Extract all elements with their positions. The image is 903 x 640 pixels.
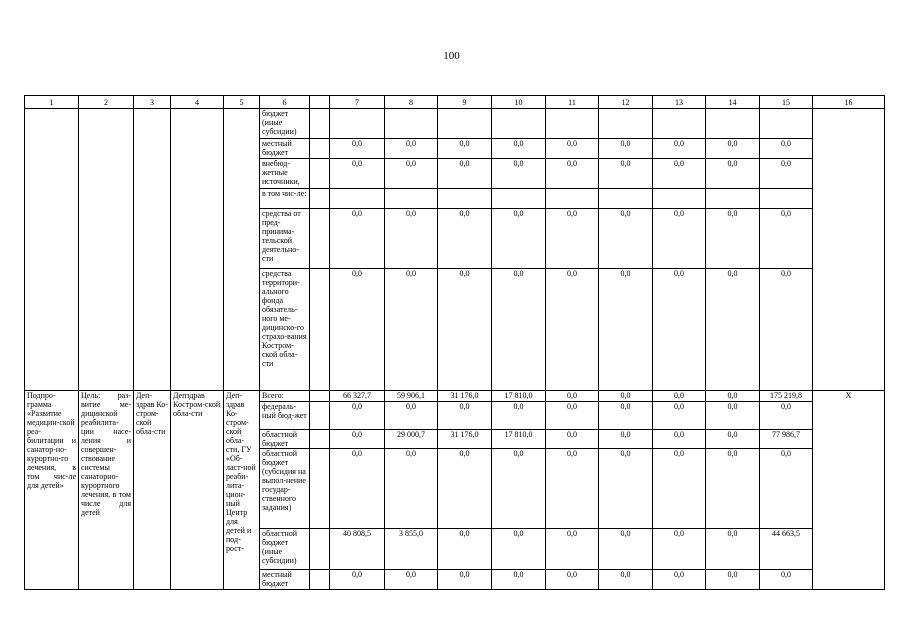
value-cell: 0,0	[599, 570, 653, 590]
value-cell: 0,0	[385, 402, 438, 430]
value-cell: 59 906,1	[385, 391, 438, 402]
value-cell: 0,0	[546, 402, 599, 430]
empty-cell	[25, 109, 79, 391]
value-cell	[546, 189, 599, 209]
subprogram-name: Подпро-грамма «Развитие медицин-ской реа-билитации и санатор-но-курортно-го лечения, в том чис-ле для детей»	[25, 391, 79, 590]
value-cell: 0,0	[706, 449, 760, 529]
value-cell	[706, 189, 760, 209]
value-cell: 17 810,0	[492, 391, 546, 402]
value-cell	[385, 189, 438, 209]
value-cell: 0,0	[330, 430, 385, 449]
value-cell: 0,0	[546, 159, 599, 189]
value-cell: 0,0	[330, 570, 385, 590]
empty-cell	[310, 209, 330, 269]
value-cell: 0,0	[653, 269, 706, 391]
col-header: 12	[599, 96, 653, 109]
value-cell: 0,0	[599, 391, 653, 402]
table-row	[25, 109, 885, 139]
value-cell: 0,0	[438, 449, 492, 529]
col-header: 13	[653, 96, 706, 109]
value-cell: 0,0	[653, 529, 706, 570]
value-cell: 0,0	[438, 402, 492, 430]
col-header: 14	[706, 96, 760, 109]
value-cell: 0,0	[546, 430, 599, 449]
value-cell: 0,0	[760, 570, 813, 590]
value-cell: 0,0	[385, 159, 438, 189]
value-cell: 0,0	[385, 269, 438, 391]
source-label: местный бюджет	[260, 139, 310, 159]
value-cell: 0,0	[546, 209, 599, 269]
col-header: 9	[438, 96, 492, 109]
empty-cell	[310, 529, 330, 570]
value-cell: 31 176,0	[438, 430, 492, 449]
value-cell	[492, 109, 546, 139]
value-cell: 0,0	[492, 209, 546, 269]
value-cell: 3 855,0	[385, 529, 438, 570]
value-cell: 77 986,7	[760, 430, 813, 449]
value-cell: 0,0	[653, 209, 706, 269]
value-cell: 0,0	[492, 139, 546, 159]
value-cell: 44 663,5	[760, 529, 813, 570]
empty-cell	[310, 139, 330, 159]
source-label: местный бюджет	[260, 570, 310, 590]
value-cell: 0,0	[599, 159, 653, 189]
value-cell: 0,0	[330, 159, 385, 189]
empty-cell	[310, 570, 330, 590]
budget-table	[24, 95, 885, 590]
value-cell: 0,0	[706, 570, 760, 590]
header-row	[25, 96, 885, 109]
value-cell: 0,0	[653, 430, 706, 449]
source-label: областной бюджет	[260, 430, 310, 449]
table-row	[25, 391, 885, 402]
value-cell: 17 810,0	[492, 430, 546, 449]
value-cell: 0,0	[653, 449, 706, 529]
empty-cell	[310, 449, 330, 529]
value-cell: 0,0	[599, 529, 653, 570]
value-cell: 0,0	[760, 269, 813, 391]
value-cell: 0,0	[385, 209, 438, 269]
value-cell: 0,0	[492, 449, 546, 529]
value-cell: 31 176,0	[438, 391, 492, 402]
source-label: средства от пред-принима-тельской деятельно-сти	[260, 209, 310, 269]
value-cell	[330, 109, 385, 139]
coexecutor: Депздрав Костром-ской обла-сти	[171, 391, 224, 590]
col-header: 1	[25, 96, 79, 109]
value-cell: 0,0	[492, 402, 546, 430]
value-cell: 29 000,7	[385, 430, 438, 449]
value-cell: 0,0	[599, 430, 653, 449]
value-cell: 0,0	[706, 402, 760, 430]
value-cell: 0,0	[438, 139, 492, 159]
value-cell: 0,0	[599, 209, 653, 269]
source-label: средства территори-ального фонда обязатель-ного ме-дицинско-го страхо-вания Костром-ской обла-сти	[260, 269, 310, 391]
value-cell: 0,0	[706, 139, 760, 159]
col-header: 16	[813, 96, 885, 109]
value-cell: 0,0	[546, 570, 599, 590]
value-cell: 0,0	[492, 570, 546, 590]
value-cell	[599, 109, 653, 139]
source-label: внебюд-жетные источники,	[260, 159, 310, 189]
value-cell: 0,0	[706, 391, 760, 402]
empty-cell	[310, 189, 330, 209]
col-header: 10	[492, 96, 546, 109]
value-cell: 0,0	[330, 269, 385, 391]
empty-cell	[310, 109, 330, 139]
value-cell: 0,0	[546, 269, 599, 391]
value-cell: 0,0	[706, 209, 760, 269]
value-cell: 0,0	[385, 570, 438, 590]
value-cell: 0,0	[385, 449, 438, 529]
value-cell: 0,0	[706, 529, 760, 570]
value-cell: 0,0	[330, 209, 385, 269]
value-cell: 0,0	[438, 159, 492, 189]
value-cell: 66 327,7	[330, 391, 385, 402]
value-cell: 0,0	[492, 159, 546, 189]
value-cell: 0,0	[760, 402, 813, 430]
value-cell: 0,0	[330, 139, 385, 159]
empty-cell	[813, 109, 885, 391]
value-cell: 0,0	[546, 391, 599, 402]
value-cell	[385, 109, 438, 139]
value-cell: 0,0	[492, 269, 546, 391]
col-header: 5	[224, 96, 260, 109]
source-label: областной бюджет (субсидия на выпол-нение государ-ственного задания)	[260, 449, 310, 529]
value-cell: 0,0	[653, 402, 706, 430]
value-cell	[492, 189, 546, 209]
col-header: 11	[546, 96, 599, 109]
value-cell: 0,0	[653, 570, 706, 590]
value-cell	[330, 189, 385, 209]
value-cell: 0,0	[438, 209, 492, 269]
col-header: 7	[330, 96, 385, 109]
value-cell	[653, 109, 706, 139]
value-cell	[760, 189, 813, 209]
value-cell: 0,0	[438, 269, 492, 391]
value-cell: 0,0	[438, 529, 492, 570]
col-header: 3	[134, 96, 171, 109]
value-cell: 0,0	[546, 449, 599, 529]
value-cell: 40 808,5	[330, 529, 385, 570]
value-cell: 0,0	[546, 139, 599, 159]
value-cell: 0,0	[599, 449, 653, 529]
page-number: 100	[443, 50, 460, 62]
participant: Деп-здрав Ко-стром-ской обла-сти, ГУ «Об-ласт-ной реаби-лита-цион-ный Центр для детей и под-рост-	[224, 391, 260, 590]
empty-cell	[310, 391, 330, 402]
value-cell: 0,0	[706, 269, 760, 391]
value-cell: 0,0	[330, 449, 385, 529]
source-label: федераль-ный бюд-жет	[260, 402, 310, 430]
source-label: областной бюджет (иные субсидии)	[260, 529, 310, 570]
empty-cell	[134, 109, 171, 391]
value-cell: 0,0	[599, 402, 653, 430]
value-cell: 0,0	[653, 391, 706, 402]
value-cell: 0,0	[599, 139, 653, 159]
col-header: 4	[171, 96, 224, 109]
value-cell: 0,0	[546, 529, 599, 570]
empty-cell	[310, 159, 330, 189]
value-cell	[653, 189, 706, 209]
value-cell	[438, 109, 492, 139]
value-cell: 0,0	[760, 209, 813, 269]
value-cell: 0,0	[653, 159, 706, 189]
responsible-executor: Деп-здрав Ко-стром-ской обла-сти	[134, 391, 171, 590]
empty-cell	[310, 402, 330, 430]
value-cell	[706, 109, 760, 139]
empty-cell	[171, 109, 224, 391]
source-label: в том чис-ле:	[260, 189, 310, 209]
empty-cell	[310, 430, 330, 449]
result-mark: Х	[813, 391, 885, 590]
value-cell: 0,0	[438, 570, 492, 590]
value-cell	[599, 189, 653, 209]
empty-cell	[310, 269, 330, 391]
value-cell: 0,0	[706, 430, 760, 449]
value-cell: 0,0	[653, 139, 706, 159]
subprogram-goal: Цель: раз-витие ме-дицинской реабилита-ции насе-ления и совершен-ствование системы санаторно-курортного лечения, в том числе для детей	[79, 391, 134, 590]
value-cell: 0,0	[760, 159, 813, 189]
col-header	[310, 96, 330, 109]
value-cell: 0,0	[706, 159, 760, 189]
value-cell: 0,0	[599, 269, 653, 391]
value-cell: 0,0	[330, 402, 385, 430]
value-cell	[546, 109, 599, 139]
empty-cell	[79, 109, 134, 391]
value-cell: 0,0	[760, 449, 813, 529]
value-cell	[438, 189, 492, 209]
value-cell: 0,0	[760, 139, 813, 159]
value-cell: 175 219,8	[760, 391, 813, 402]
col-header: 8	[385, 96, 438, 109]
col-header: 6	[260, 96, 310, 109]
source-label: Всего:	[260, 391, 310, 402]
col-header: 15	[760, 96, 813, 109]
value-cell	[760, 109, 813, 139]
empty-cell	[224, 109, 260, 391]
value-cell: 0,0	[492, 529, 546, 570]
source-label: бюджет (иные субсидии)	[260, 109, 310, 139]
value-cell: 0,0	[385, 139, 438, 159]
col-header: 2	[79, 96, 134, 109]
